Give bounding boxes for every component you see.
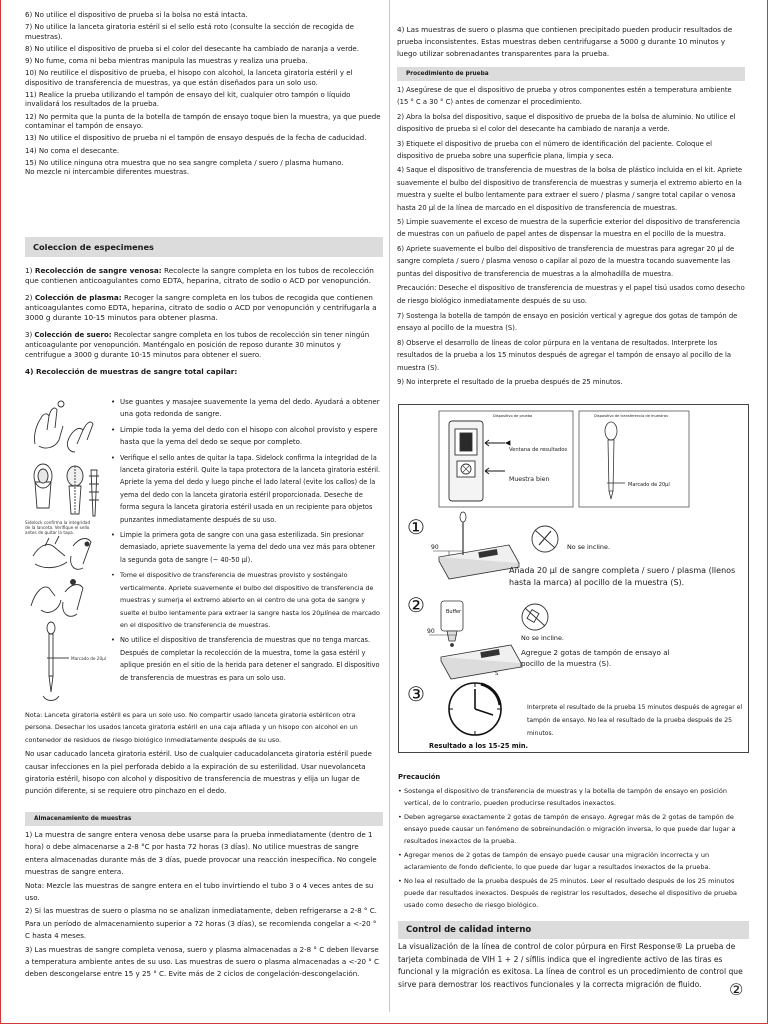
bullet-item: • Limpie la primera gota de sangre con una gasa esterilizada. Sin presionar demasiado, apriete suavemente la yema del dedo una vez más para obtener la segunda gota de sangre (~ 40-50 µl). — [111, 529, 383, 566]
warning-item: 9) No fume, coma ni beba mientras manipula las muestras y realiza una prueba. — [25, 57, 308, 66]
precaution-item: • Agregar menos de 2 gotas de tampón de ensayo puede causar una migración incorrecta y un aclaramiento de fondo deficiente, lo que puede dar lugar a resultados inexactos de la prueba. — [398, 849, 749, 873]
warning-item: 13) No utilice el dispositivo de prueba ni el tampón de ensayo después de la fecha de caducidad. — [25, 134, 367, 143]
device-label: Dispositivo de prueba — [493, 414, 533, 418]
warning-item: 6) No utilice el dispositivo de prueba si la bolsa no está intacta. — [25, 11, 248, 19]
result-time: Resultado a los 15-25 min. — [429, 742, 529, 750]
warning-item: 7) No utilice la lanceta giratoria estéril si el sello está roto (consulte la sección de recogida de muestras). — [25, 23, 354, 41]
step1-angle: 90 — [431, 544, 439, 551]
no-tilt-text-1: No se incline. — [567, 543, 610, 551]
transfer-label: Dispositivo de transferencia de muestras — [594, 414, 668, 418]
precaution-item: • Deben agregarse exactamente 2 gotas de tampón de ensayo. Agregar más de 2 gotas de tampón de ensayo puede causar un fenómeno de sobreinundación o migración inversa, lo que puede dar lugar a resultados inexactos de la prueba. — [398, 811, 749, 847]
notes — [25, 709, 383, 798]
precaution-title: Precaución — [398, 773, 441, 781]
step1-number: ① — [407, 515, 425, 539]
storage-header: Almacenamiento de muestras — [25, 812, 383, 826]
transfer-pipette-icon — [605, 422, 625, 499]
window-label: Ventana de resultados — [509, 447, 568, 453]
warning-item: 11) Realice la prueba utilizando el tampón de ensayo del kit, cualquier otro tampón o líquido invalidará los resultados de la prueba. — [25, 91, 351, 109]
procedure-step: 1) Asegúrese de que el dispositivo de prueba y otros componentes estén a temperatura ambiente (15 ° C a 30 ° C) antes de comenzar el procedimiento. — [397, 86, 732, 107]
procedure-step: 5) Limpie suavemente el exceso de muestra de la superficie exterior del dispositivo de transferencia de muestras con un pañuelo de papel antes de dispensar la muestra en el pocillo de la muestra. — [397, 218, 741, 239]
capillary-section — [25, 396, 383, 708]
precaution-item: • Sostenga el dispositivo de transferencia de muestras y la botella de tampón de ensayo en posición vertical, de lo contrario, pueden producirse resultados inexactos. — [398, 785, 749, 809]
collection-item: 3) Colección de suero: Recolectar sangre completa en los tubos de recolección sin tener ningún anticoagulante por venopunción. Manténgalo en posición de reposo durante 30 minutos y centrifugue a 3000 g durante 10-15 minutos para obtener el suero. — [25, 331, 370, 359]
capillary-illustrations — [25, 396, 109, 706]
bullet-item: • Tome el dispositivo de transferencia de muestras provisto y sosténgalo verticalmente. Apriete suavemente el bulbo del dispositivo de transferencia de muestras y sumerja el extremo abierto en el centro de una gota de sangre y suelte el bulbo lentamente para extraer la sangre hasta los 20µlínea de marcado en el dispositivo de transferencia de muestras. — [111, 569, 383, 631]
step1-text: Añada 20 µl de sangre completa / suero / plasma (llenos hasta la marca) al pocillo de la muestra (S). — [509, 566, 736, 587]
warning-item: 10) No reutilice el dispositivo de prueba, el hisopo con alcohol, la lanceta giratoria estéril y el dispositivo de transferencia de muestras, ya que están diseñados para un solo uso. — [25, 69, 353, 87]
note-expired: No usar caducado lanceta giratoria estéril. Uso de cualquier caducadolanceta giratoria estéril puede causar infecciones en la piel perforada debido a la expiración de su esterilidad. Usar nuevolanceta giratoria estéril, hisopo con alcohol y dispositivo de transferencia de muestras y elija un lugar de punción diferente, si se requiere otro pinchazo en el dedo. — [25, 750, 372, 796]
note-single-use: Nota: Lanceta giratoria estéril es para un solo uso. No compartir usado lanceta giratoria estérilcon otra persona. Desechar los usados lanceta giratoria estéril en una caja afilada y un hisopo con alcohol en un contenedor de residuos de riesgo biológico inmediatamente después de su uso. — [25, 711, 358, 744]
capillary-title: 4) Recolección de muestras de sangre total capilar: — [25, 367, 238, 376]
warning-item: 14) No coma el desecante. — [25, 146, 120, 155]
lancet-icon — [34, 464, 99, 516]
procedure-step: 4) Saque el dispositivo de transferencia de muestras de la bolsa de plástico incluida en el kit. Apriete suavemente el bulbo del dispositivo de transferencia de muestras y sumerja el extremo abierto en la muestra y suelte el bulbo lentamente para extraer el suero / plasma / sangre total capilar o venosa hasta 20 µl de la línea de marcado en el dispositivo de transferencia de muestras. — [397, 166, 743, 212]
step2-angle: 90 — [427, 628, 435, 635]
step1-text-wrap — [509, 565, 745, 599]
procedure-list — [397, 84, 745, 388]
step3-text: Interprete el resultado de la prueba 15 minutos después de agregar el tampón de ensayo. No lea el resultado de la prueba después de 25 minutos. — [527, 704, 743, 737]
mark-label: Marcado de 20µl — [628, 482, 670, 488]
step3-text-wrap — [527, 701, 745, 747]
buffer-bottle-icon — [429, 601, 521, 679]
precaution-item: • No lea el resultado de la prueba después de 25 minutos. Leer el resultado después de los 25 minutos puede dar resultados inexactos. Después de registrar los resultados, deseche el dispositivo de prueba usado como desecho de riesgo biológico. — [398, 875, 749, 911]
massage-hand-icon — [34, 401, 93, 452]
procedure-step: 9) No interprete el resultado de la prueba después de 25 minutos. — [397, 377, 623, 386]
procedure-header: Procedimiento de prueba — [397, 67, 745, 81]
control-header: Control de calidad interno — [398, 921, 749, 939]
step1-device-icon — [433, 512, 519, 579]
collection-item: 2) Colección de plasma: Recoger la sangre completa en los tubos de recogida que contienen anticoagulantes como EDTA, heparina, citrato de sodio o ACD por venopunción y centrifugarla a 3000 g durante 10-15 minutos para obtener plasma. — [25, 293, 377, 322]
procedure-step: 3) Etiquete el dispositivo de prueba con el número de identificación del paciente. Coloque el dispositivo de prueba sobre una superficie plana, limpia y seca. — [397, 139, 713, 161]
procedure-diagram-art — [399, 405, 748, 752]
squeeze-hand-icon — [31, 580, 83, 617]
column-divider — [389, 0, 390, 1012]
step3-number: ③ — [407, 682, 425, 706]
procedure-step: 6) Apriete suavemente el bulbo del dispositivo de transferencia de muestras para agregar 20 µl de sangre completa / suero / plasma venoso o capilar al pozo de la muestra tocando suavemente las puntas del dispositivo de transferencia de muestras a la almohadilla de muestra. — [397, 244, 735, 278]
collection-item: 1) Recolección de sangre venosa: Recolecte la sangre completa en los tubos de recolección que contienen anticoagulantes como EDTA, heparina, citrato de sodio o ACD por venopunción. — [25, 266, 374, 285]
bullet-item: • Limpie toda la yema del dedo con el hisopo con alcohol provisto y espere hasta que la yema del dedo se seque por completo. — [111, 424, 383, 449]
step2-text-wrap — [521, 647, 681, 677]
finger-prick-icon — [33, 536, 91, 569]
warning-item: 15) No utilice ninguna otra muestra que no sea sangre completa / suero / plasma humano. No mezcle ni intercambie diferentes muestras. — [25, 158, 344, 177]
bullet-item: • Use guantes y masajee suavemente la yema del dedo. Ayudará a obtener una gota redonda de sangre. — [111, 396, 383, 421]
sample-item-4: 4) Las muestras de suero o plasma que contienen precipitado pueden producir resultados de prueba inconsistentes. Estas muestras deben centrifugarse a 5000 g durante 10 minutos y luego utilizar sobrenadantes transparentes para la prueba. — [397, 25, 733, 58]
procedure-step: 7) Sostenga la botella de tampón de ensayo en posición vertical y agregue dos gotas de tampón de ensayo al pocillo de la muestra (S). — [397, 311, 738, 333]
step2-text: Agregue 2 gotas de tampón de ensayo al pocillo de la muestra (S). — [521, 648, 670, 668]
storage-item: Nota: Mezcle las muestras de sangre entera en el tubo invirtiendo el tubo 3 o 4 veces antes de su uso. — [25, 880, 374, 903]
storage-item: 2) Si las muestras de suero o plasma no se analizan inmediatamente, deben refrigerarse a 2-8 ° C. Para un período de almacenamiento superior a 72 horas (3 días), se recomienda congelar a <-20 ° C hasta 4 meses. — [25, 906, 377, 941]
collection-list — [25, 266, 383, 377]
step2-number: ② — [407, 593, 425, 617]
procedure-caution: Precaución: Deseche el dispositivo de transferencia de muestras y el papel tisú usados como desecho de riesgo biológico inmediatamente después de su uso. — [397, 284, 745, 305]
warnings-list — [25, 11, 383, 177]
warning-item: 8) No utilice el dispositivo de prueba si el color del desecante ha cambiado de naranja a verde. — [25, 44, 359, 53]
bullet-item: • No utilice el dispositivo de transferencia de muestras que no tenga marcas. Después de completar la recolección de la muestra, tome la gasa estéril y aplique presión en el sitio de la herida para detener el sangrado. El dispositivo de transferencia de muestras es para un solo uso. — [111, 634, 383, 684]
warning-item: 12) No permita que la punta de la botella de tampón de ensayo toque bien la muestra, ya que puede contaminar el tampón de ensayo. — [25, 112, 381, 130]
control-text: La visualización de la línea de control de color púrpura en First Response® La prueba de tarjeta combinada de VIH 1 + 2 / sífilis indica que el ingrediente activo de las tiras es funcional y la migración es exitosa. La línea de control es un procedimiento de control que sirve para demostrar los reactivos funcionales y la correcta migración de fluido. — [398, 942, 743, 989]
test-device-icon — [449, 421, 483, 501]
bullet-item: • Verifique el sello antes de quitar la tapa. Sidelock confirma la integridad de la lanceta giratoria estéril. Quite la tapa protectora de la lanceta giratoria estéril. Apriete la yema del dedo y luego pinche el lado lateral (evite los callos) de la yema del dedo con la lanceta giratoria estéril proporcionada. Deseche de forma segura la lanceta giratoria estéril usada en un recipiente para objetos punzantes inmediatamente después de su uso. — [111, 452, 383, 526]
procedure-step: 8) Observe el desarrollo de líneas de color púrpura en la ventana de resultados. Interprete los resultados de la prueba a los 15 minutos después de agregar el tampón de ensayo al pocillo de la muestra (S). — [397, 338, 732, 372]
no-tilt-icon-2 — [522, 604, 548, 630]
precautions — [398, 773, 749, 911]
procedure-step: 2) Abra la bolsa del dispositivo, saque el dispositivo de prueba de la bolsa de aluminio. No utilice el dispositivo de prueba si el color del desecante ha cambiado de naranja a verde. — [397, 112, 736, 134]
timer-clock-icon — [449, 683, 501, 735]
transfer-box — [579, 411, 689, 507]
no-tilt-text-2: No se incline. — [521, 634, 564, 642]
sidelock-caption: Sidelock confirma la integridad de la lanceta. Verifique el sello antes de quitar la tapa. — [25, 520, 91, 535]
page-number: ② — [729, 980, 744, 999]
storage-item: 1) La muestra de sangre entera venosa debe usarse para la prueba inmediatamente (dentro de 1 hora) o debe almacenarse a 2-8 °C por hasta 72 horas (3 días). No utilice muestras de sangre entera almacenadas durante más de 3 días, puede provocar una reacción inespecífica. No congele muestras de sangre entera. — [25, 830, 377, 877]
storage-item: 3) Las muestras de sangre completa venosa, suero y plasma almacenadas a 2-8 ° C deben llevarse a temperatura ambiente antes de su uso. Las muestras de suero o plasma almacenadas a <-20 ° C deben descongelarse entre 15 y 25 ° C. Evite más de 2 ciclos de congelación-descongelación. — [25, 944, 379, 979]
bottle-label: Buffer — [446, 609, 462, 615]
collection-header: Coleccion de especimenes — [25, 237, 383, 257]
capillary-bullets — [111, 396, 383, 684]
storage-list — [25, 829, 383, 981]
mark-caption: Marcado de 20µl — [71, 656, 106, 661]
s-label: S — [495, 671, 499, 677]
procedure-diagram — [398, 404, 749, 753]
pipette-icon — [43, 622, 69, 701]
well-label: Muestra bien — [509, 476, 550, 483]
no-tilt-icon-1 — [532, 526, 558, 552]
